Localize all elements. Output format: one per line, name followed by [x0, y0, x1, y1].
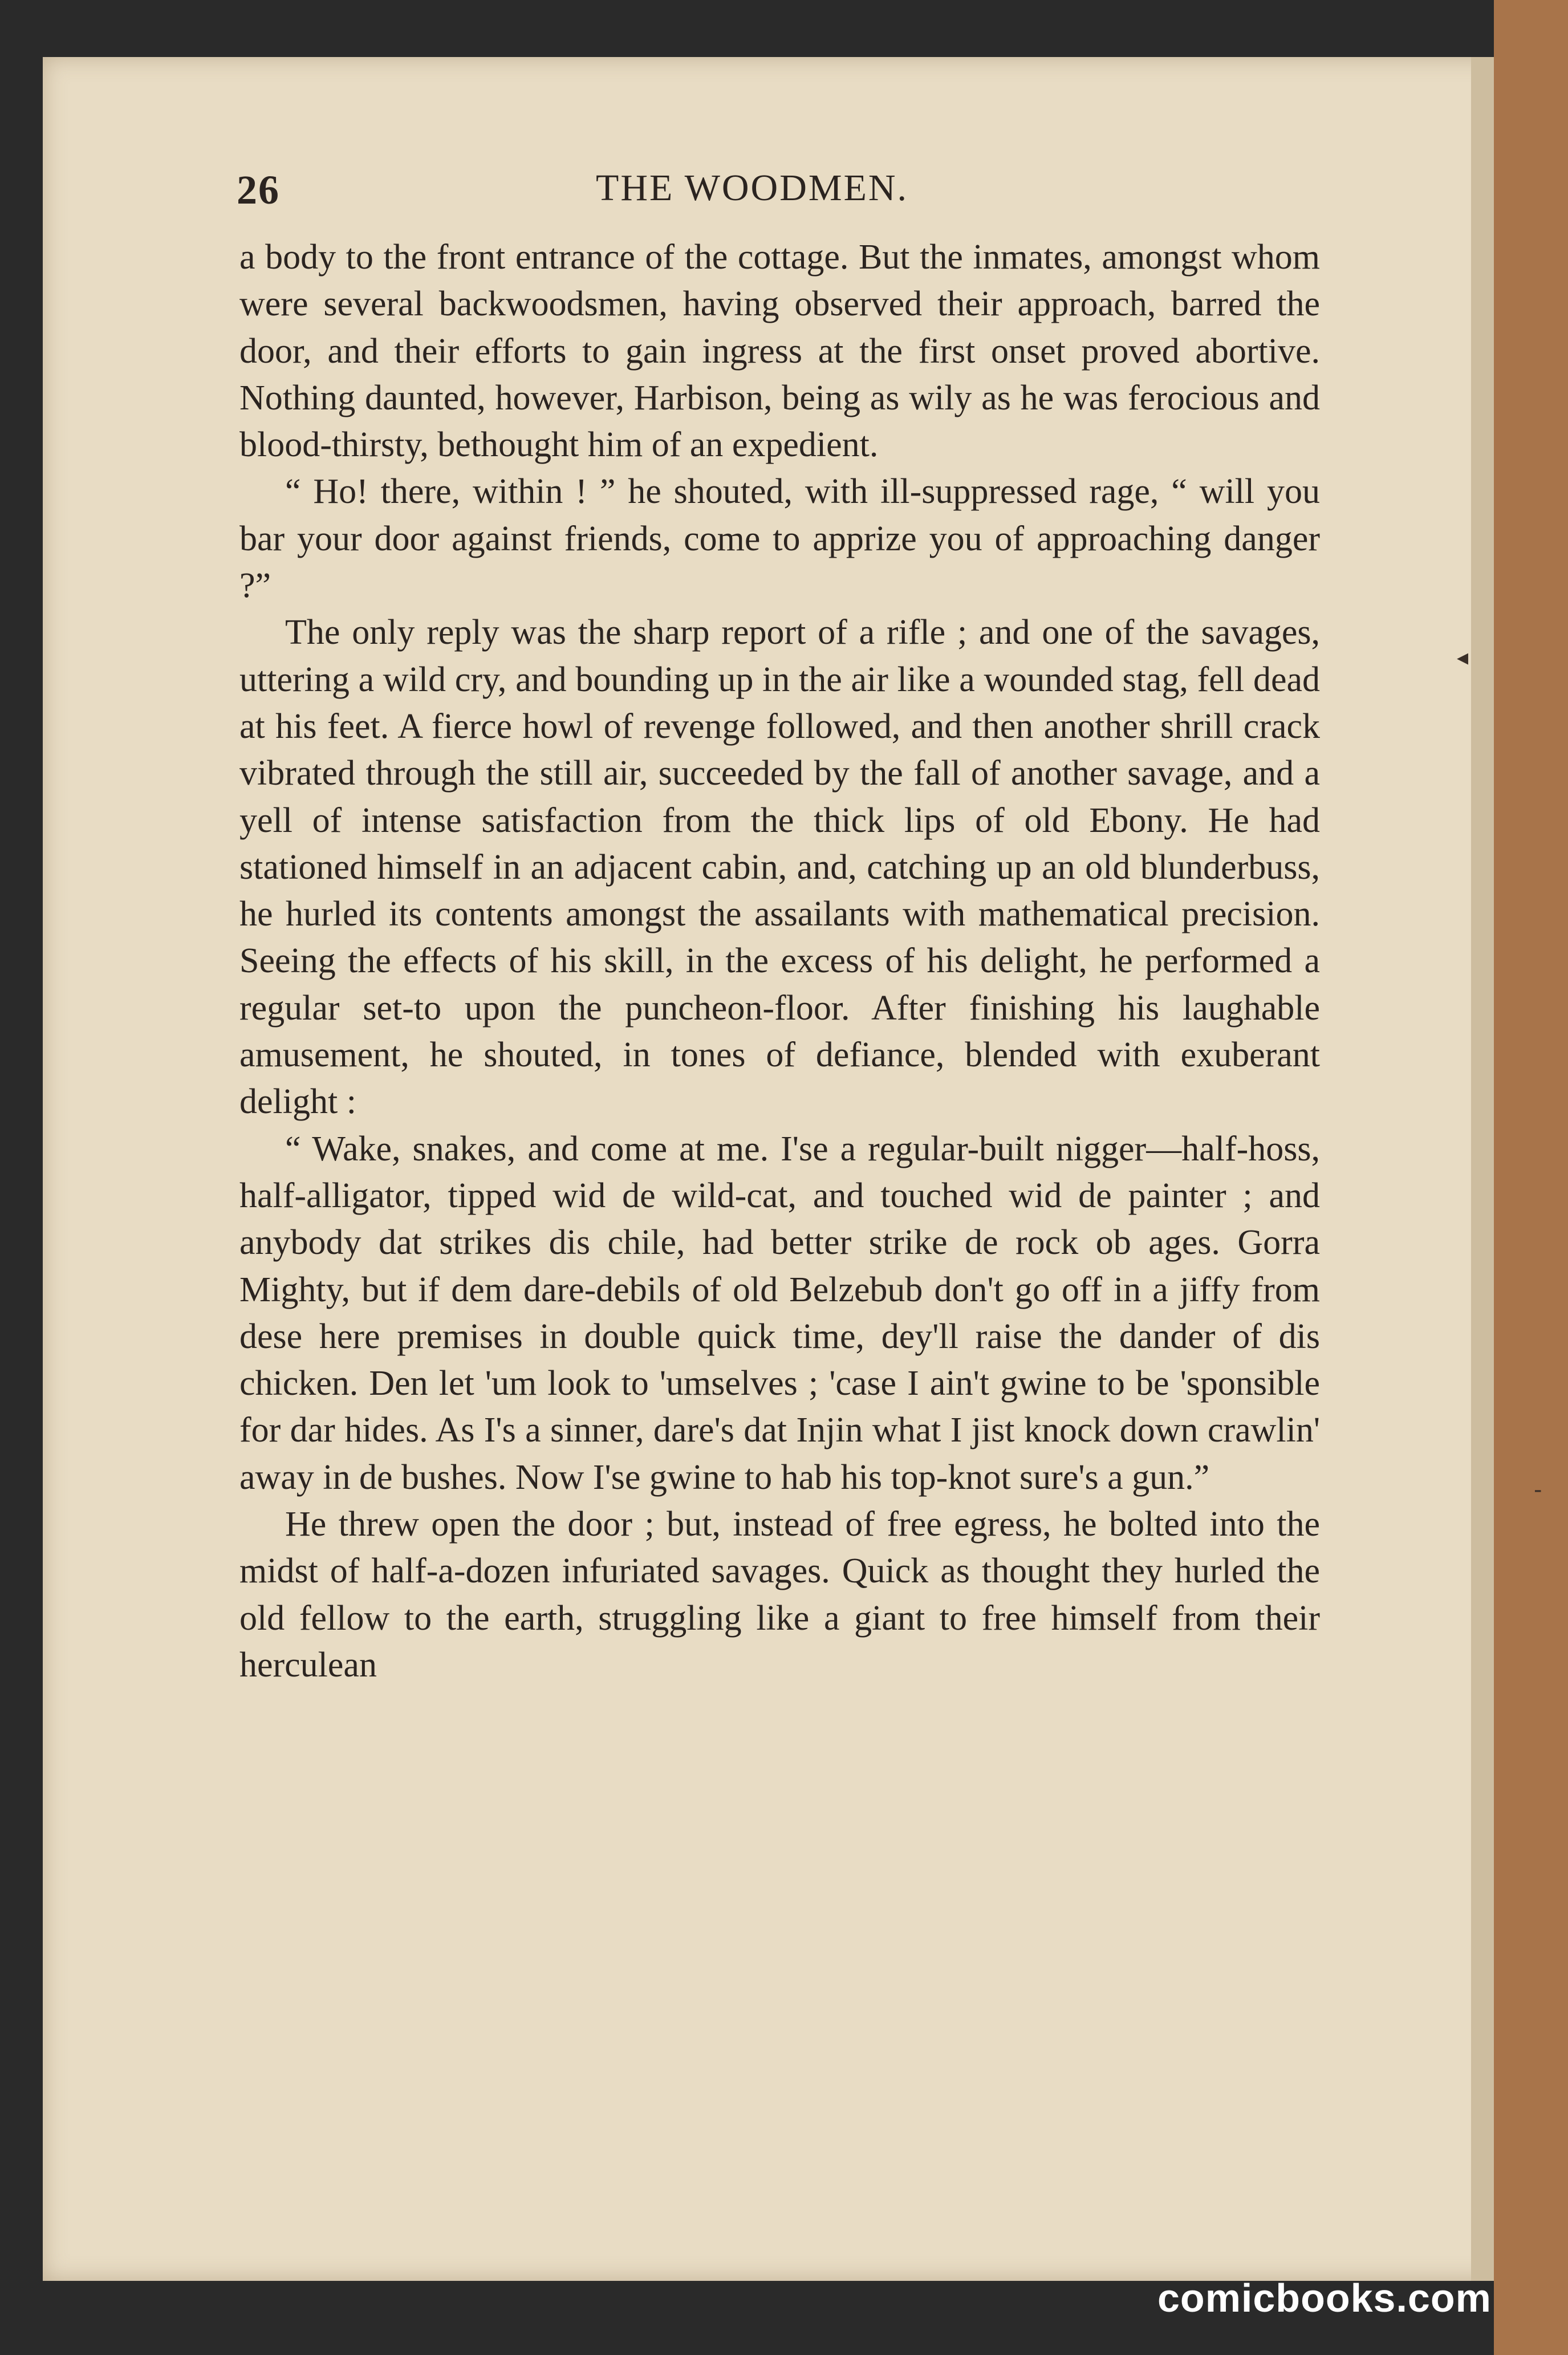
- book-spine-edge: [1494, 0, 1568, 2355]
- paragraph-5: He threw open the door ; but, instead of free egress, he bolted into the midst of half-a-dozen infuriated savages. Quick as thought they hurled the old fellow to the earth, struggling like a giant to free himself from their herculean: [239, 1505, 1320, 1684]
- page-header: [191, 167, 1331, 212]
- paragraph-2: “ Ho! there, within ! ” he shouted, with ill-suppressed rage, “ will you bar your door against friends, come to apprize you of approaching danger ?”: [239, 472, 1320, 606]
- watermark: comicbooks.com: [1157, 2276, 1492, 2320]
- margin-mark-dash: -: [1534, 1477, 1542, 1503]
- paragraph-3: The only reply was the sharp report of a rifle ; and one of the savages, uttering a wild cry, and bounding up in the air like a wounded stag, fell dead at his feet. A fierce howl of revenge followed, and then another shrill crack vibrated through the still air, succeeded by the fall of another savage, and a yell of intense satisfaction from the thick lips of old Ebony. He had stationed himself in an adjacent cabin, and, catching up an old blunderbuss, he hurled its contents amongst the assailants with mathematical precision. Seeing the effects of his skill, in the excess of his delight, he performed a regular set-to upon the puncheon-floor. After finishing his laughable amusement, he shouted, in tones of defiance, blended with exuberant delight :: [239, 613, 1320, 1122]
- page-number: 26: [237, 167, 280, 213]
- running-head: THE WOODMEN.: [596, 167, 909, 209]
- paragraph-4: “ Wake, snakes, and come at me. I'se a regular-built nigger—half-hoss, half-alligator, tipped wid de wild-cat, and touched wid de painter ; and anybody dat strikes dis chile, had better strike de rock ob ages. Gorra Mighty, but if dem dare-debils of old Belzebub don't go off in a jiffy from dese here premises in double quick time, dey'll raise the dander of dis chicken. Den let 'um look to 'umselves ; 'case I ain't gwine to be 'sponsible for dar hides. As I's a sinner, dare's dat Injin what I jist knock down crawlin' away in de bushes. Now I'se gwine to hab his top-knot sure's a gun.”: [239, 1129, 1320, 1497]
- paragraph-1: a body to the front entrance of the cottage. But the inmates, amongst whom were several backwoodsmen, having observed their approach, barred the door, and their efforts to gain ingress at the first onset proved abortive. Nothing daunted, however, Harbison, being as wily as he was ferocious and blood-thirsty, bethought him of an expedient.: [239, 238, 1320, 465]
- body-text: [239, 234, 1320, 1688]
- margin-mark-arrow: ◂: [1457, 644, 1469, 671]
